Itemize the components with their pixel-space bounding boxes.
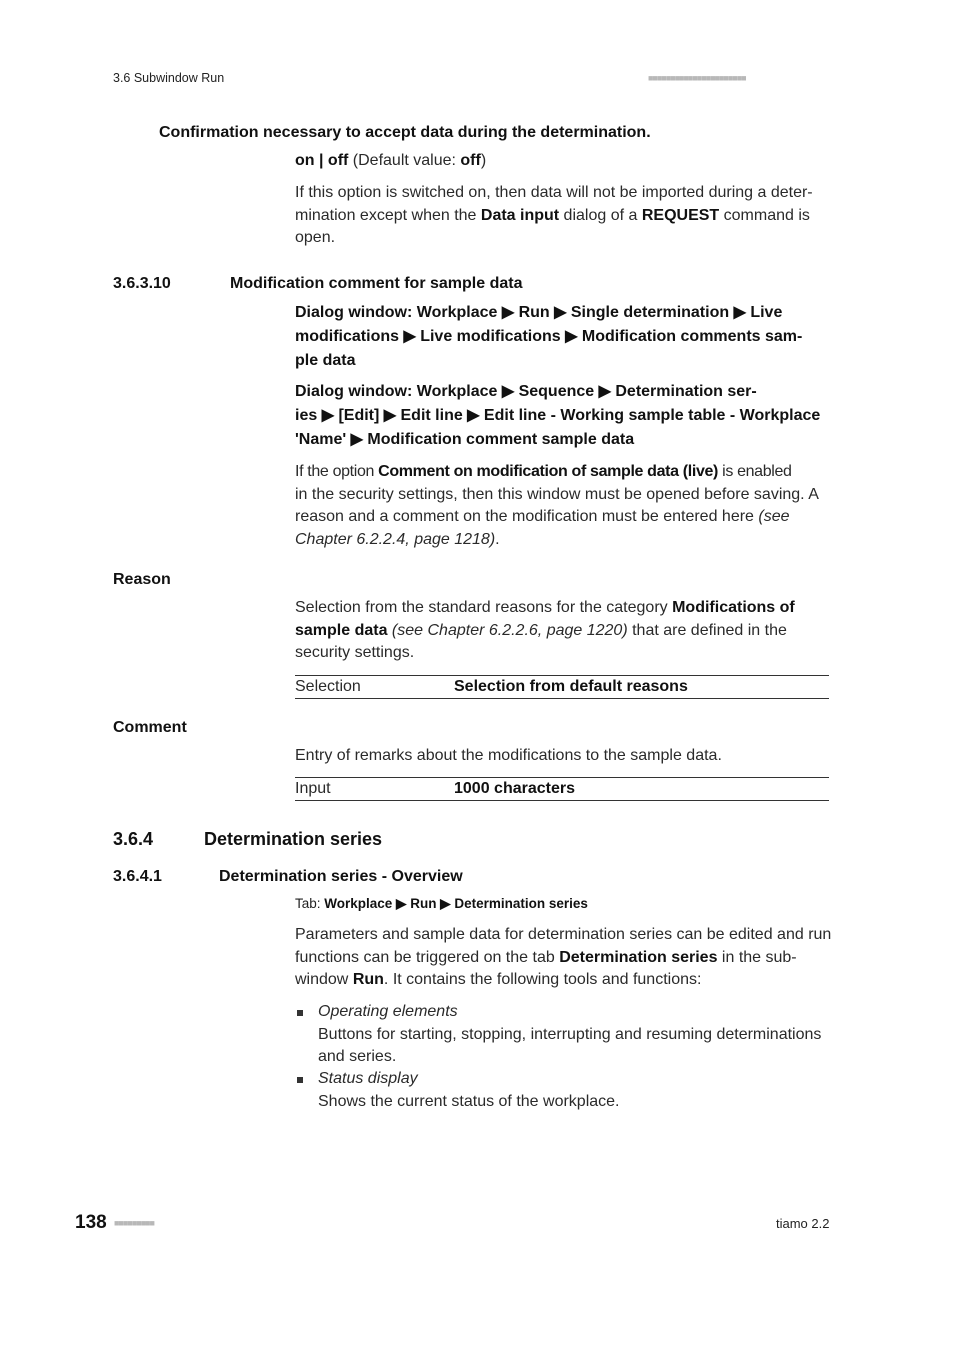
- section-title: Modification comment for sample data: [230, 275, 523, 292]
- table-label: Input: [295, 780, 331, 797]
- comment-table: [295, 777, 829, 801]
- bullet-icon: [297, 1077, 303, 1083]
- bullet-icon: [297, 1010, 303, 1016]
- confirmation-description: If this option is switched on, then data will not be imported during a deter- mination except when the Data input dialog of a REQUEST command is open.: [295, 184, 813, 247]
- reason-title: Reason: [113, 571, 171, 588]
- section-number: 3.6.4.1: [113, 868, 162, 885]
- page-number: 138: [75, 1212, 107, 1233]
- dialog-path-2: Dialog window: Workplace ▶ Sequence ▶ Determination ser- ies ▶ [Edit] ▶ Edit line ▶ Edit line - Working sample table - Workplace 'Name' ▶ Modification comment sample data: [295, 383, 821, 448]
- tab-path: Tab: Workplace ▶ Run ▶ Determination series: [295, 896, 588, 911]
- header-decoration: ■■■■■■■■■■■■■■■■■■■■■■: [648, 73, 746, 83]
- section-number: 3.6.3.10: [113, 275, 171, 292]
- comment-title: Comment: [113, 719, 187, 736]
- dialog-path-1: Dialog window: Workplace ▶ Run ▶ Single determination ▶ Live modifications ▶ Live modifications ▶ Modification comments sam- ple data: [295, 304, 803, 369]
- reason-table: [295, 675, 829, 699]
- reason-description: Selection from the standard reasons for the category Modifications of sample data (see Chapter 6.2.2.6, page 1220) that are defined in the security settings.: [295, 599, 795, 662]
- values-label: on | off: [295, 152, 349, 169]
- section-description: If the option Comment on modification of sample data (live) is enabled in the security settings, then this window must be opened before saving. A reason and a comment on the modification must be entered here (see Chapter 6.2.2.4, page 1218).: [295, 463, 819, 548]
- confirmation-values: on | off (Default value: off): [295, 152, 487, 169]
- confirmation-title: Confirmation necessary to accept data during the determination.: [159, 124, 651, 141]
- footer-decoration: ■■■■■■■■■: [114, 1218, 154, 1228]
- section-title: Determination series - Overview: [219, 868, 463, 885]
- section-number: 3.6.4: [113, 829, 154, 849]
- product-name: tiamo 2.2: [776, 1216, 830, 1231]
- table-value: 1000 characters: [454, 780, 575, 797]
- running-header-section: 3.6 Subwindow Run: [113, 71, 225, 85]
- table-label: Selection: [295, 678, 361, 695]
- overview-description: Parameters and sample data for determination series can be edited and run functions can be triggered on the tab Determination series in the sub- window Run. It contains the following tools and functions:: [295, 926, 832, 989]
- section-title: Determination series: [204, 829, 383, 849]
- list-item: Operating elements Buttons for starting, stopping, interrupting and resuming determinations and series.: [318, 1003, 822, 1066]
- comment-description: Entry of remarks about the modifications to the sample data.: [295, 747, 722, 764]
- list-item: Status display Shows the current status of the workplace.: [318, 1070, 620, 1110]
- table-value: Selection from default reasons: [454, 678, 688, 695]
